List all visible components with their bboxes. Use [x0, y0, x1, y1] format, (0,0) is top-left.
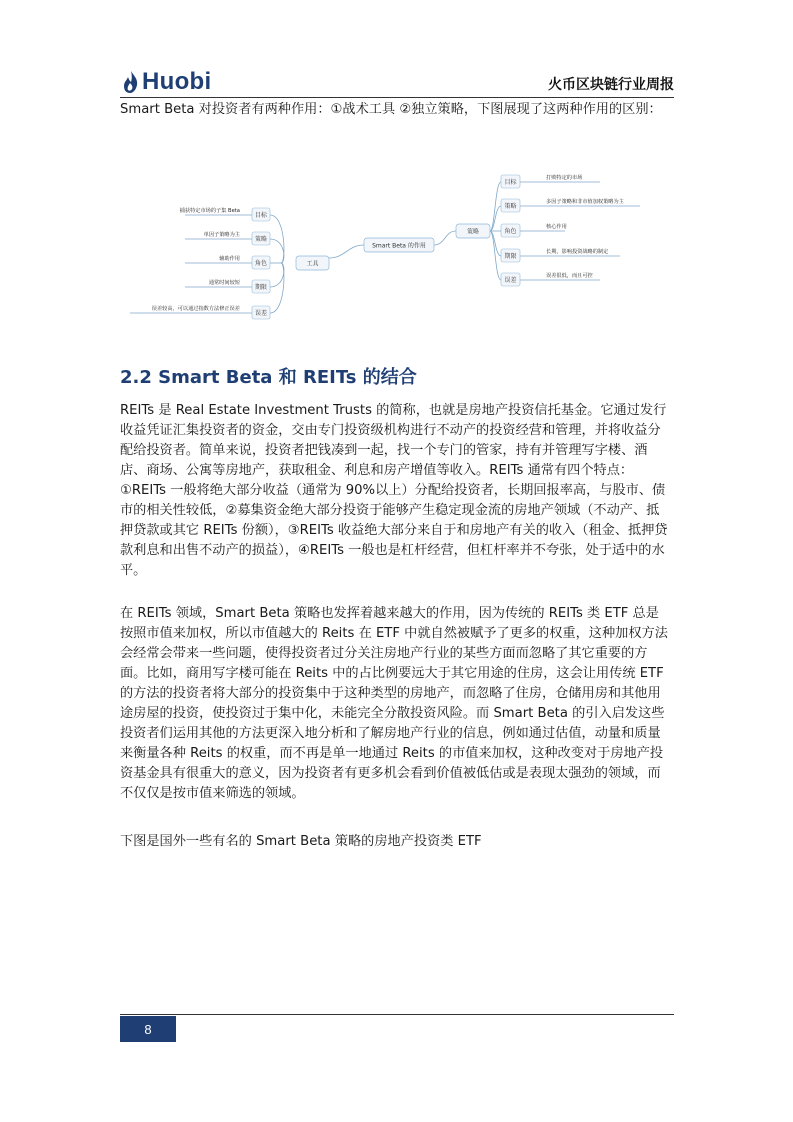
svg-text:角色: 角色: [254, 260, 268, 267]
svg-text:误差: 误差: [254, 310, 268, 317]
footer-divider: [120, 1014, 674, 1015]
left-leaf-goal: 捕获特定市场的子集 Beta: [179, 208, 240, 214]
report-title: 火币区块链行业周报: [548, 77, 674, 93]
right-leaf-strategy: 多因子策略和非市值加权策略为主: [546, 199, 624, 205]
svg-text:目标: 目标: [254, 212, 268, 219]
left-child-term: [209, 278, 270, 293]
logo-text: Huobi: [142, 68, 212, 95]
right-leaf-role: 核心作用: [546, 224, 567, 230]
center-label: Smart Beta 的作用: [372, 242, 426, 250]
mindmap-tool-node: [296, 256, 329, 270]
svg-text:误差: 误差: [504, 277, 517, 284]
page-footer: [120, 1012, 674, 1042]
left-leaf-term: 通常时间较短: [208, 280, 240, 286]
left-child-role: [219, 254, 270, 269]
right-leaf-goal: 打败特定的市场: [546, 175, 583, 181]
left-child-error: [152, 304, 270, 319]
mindmap-center-node: [364, 238, 434, 252]
svg-text:期限: 期限: [504, 253, 517, 260]
strategy-label: 策略: [466, 228, 480, 236]
huobi-logo: [122, 68, 211, 96]
etf-intro-paragraph: 下图是国外一些有名的 Smart Beta 策略的房地产投资类 ETF: [120, 834, 482, 849]
mindmap-strategy-node: [456, 224, 490, 238]
left-leaf-strategy: 单因子策略为主: [203, 232, 240, 238]
section-heading: 2.2 Smart Beta 和 REITs 的结合: [120, 367, 417, 388]
left-leaf-error: 误差较高，可以通过指数方法修正误差: [151, 306, 240, 312]
smart-beta-reits-paragraph: 在 REITs 领域，Smart Beta 策略也发挥着越来越大的作用，因为传统的 REITs 类 ETF 总是按照市值来加权，所以市值越大的 Reits 在 ETF 中就自然被赋予了更多的权重，这种加权方法会经常会带来一些问题，使得投资者过分关注房地产行业的某些方面而忽略了其它重要的方面。比如，商用写字楼可能在 Reits 中的占比例要远大于其它用途的住房，这会让用传统 ETF 的方法的投资者将大部分的投资集中于这种类型的房地产，而忽略了住房，仓储用房和其他用途房屋的投资，使投资过于集中化，未能完全分散投资风险。而 Smart Beta 的引入启发这些投资者们运用其他的方法更深入地分析和了解房地产行业的信息，例如通过估值，动量和质量来衡量各种 Reits 的权重，而不再是单一地通过 Reits 的市值来加权，这种改变对于房地产投资基金具有很重大的意义，因为投资者有更多机会看到价值被低估或是表现太强劲的领域，而不仅仅是按市值来筛选的领域。: [120, 606, 668, 801]
page-number: 8: [120, 1016, 176, 1042]
right-child-strategy: [501, 197, 624, 212]
header-divider: [120, 97, 674, 98]
intro-paragraph: Smart Beta 对投资者有两种作用：①战术工具 ②独立策略，下图展现了这两种作用的区别：: [120, 102, 662, 117]
left-leaf-role: 辅助作用: [219, 256, 240, 262]
svg-text:目标: 目标: [504, 179, 517, 186]
page-header: [120, 66, 674, 100]
left-child-goal: [180, 206, 270, 221]
right-leaf-error: 误差很低，而且可控: [546, 273, 593, 279]
flame-icon: [122, 70, 140, 94]
reits-intro-paragraph: REITs 是 Real Estate Investment Trusts 的简称，也就是房地产投资信托基金。它通过发行收益凭证汇集投资者的资金，交由专门投资级机构进行不动产的投资经营和管理，并将收益分配给投资者。简单来说，投资者把钱凑到一起，找一个专门的管家，持有并管理写字楼、酒店、商场、公寓等房地产，获取租金、利息和房产增值等收入。REITs 通常有四个特点：①REITs 一般将绝大部分收益（通常为 90%以上）分配给投资者，长期回报率高，与股市、债市的相关性较低，②募集资金绝大部分投资于能够产生稳定现金流的房地产领域（不动产、抵押贷款或其它 REITs 份额），③REITs 收益绝大部分来自于和房地产有关的收入（租金、抵押贷款利息和出售不动产的损益），④REITs 一般也是杠杆经营，但杠杆率并不夸张，处于适中的水平。: [120, 403, 668, 578]
svg-text:角色: 角色: [504, 228, 517, 235]
right-child-role: [501, 222, 567, 237]
svg-text:策略: 策略: [254, 236, 268, 243]
right-child-error: [501, 271, 594, 286]
svg-text:策略: 策略: [504, 203, 517, 210]
smart-beta-mindmap: [120, 165, 672, 325]
tool-label: 工具: [306, 260, 319, 268]
left-child-strategy: [204, 230, 270, 245]
right-child-term: [501, 247, 608, 262]
right-child-goal: [501, 173, 582, 188]
right-leaf-term: 长期，影响投资战略的制定: [546, 249, 609, 255]
svg-text:期限: 期限: [254, 284, 268, 291]
